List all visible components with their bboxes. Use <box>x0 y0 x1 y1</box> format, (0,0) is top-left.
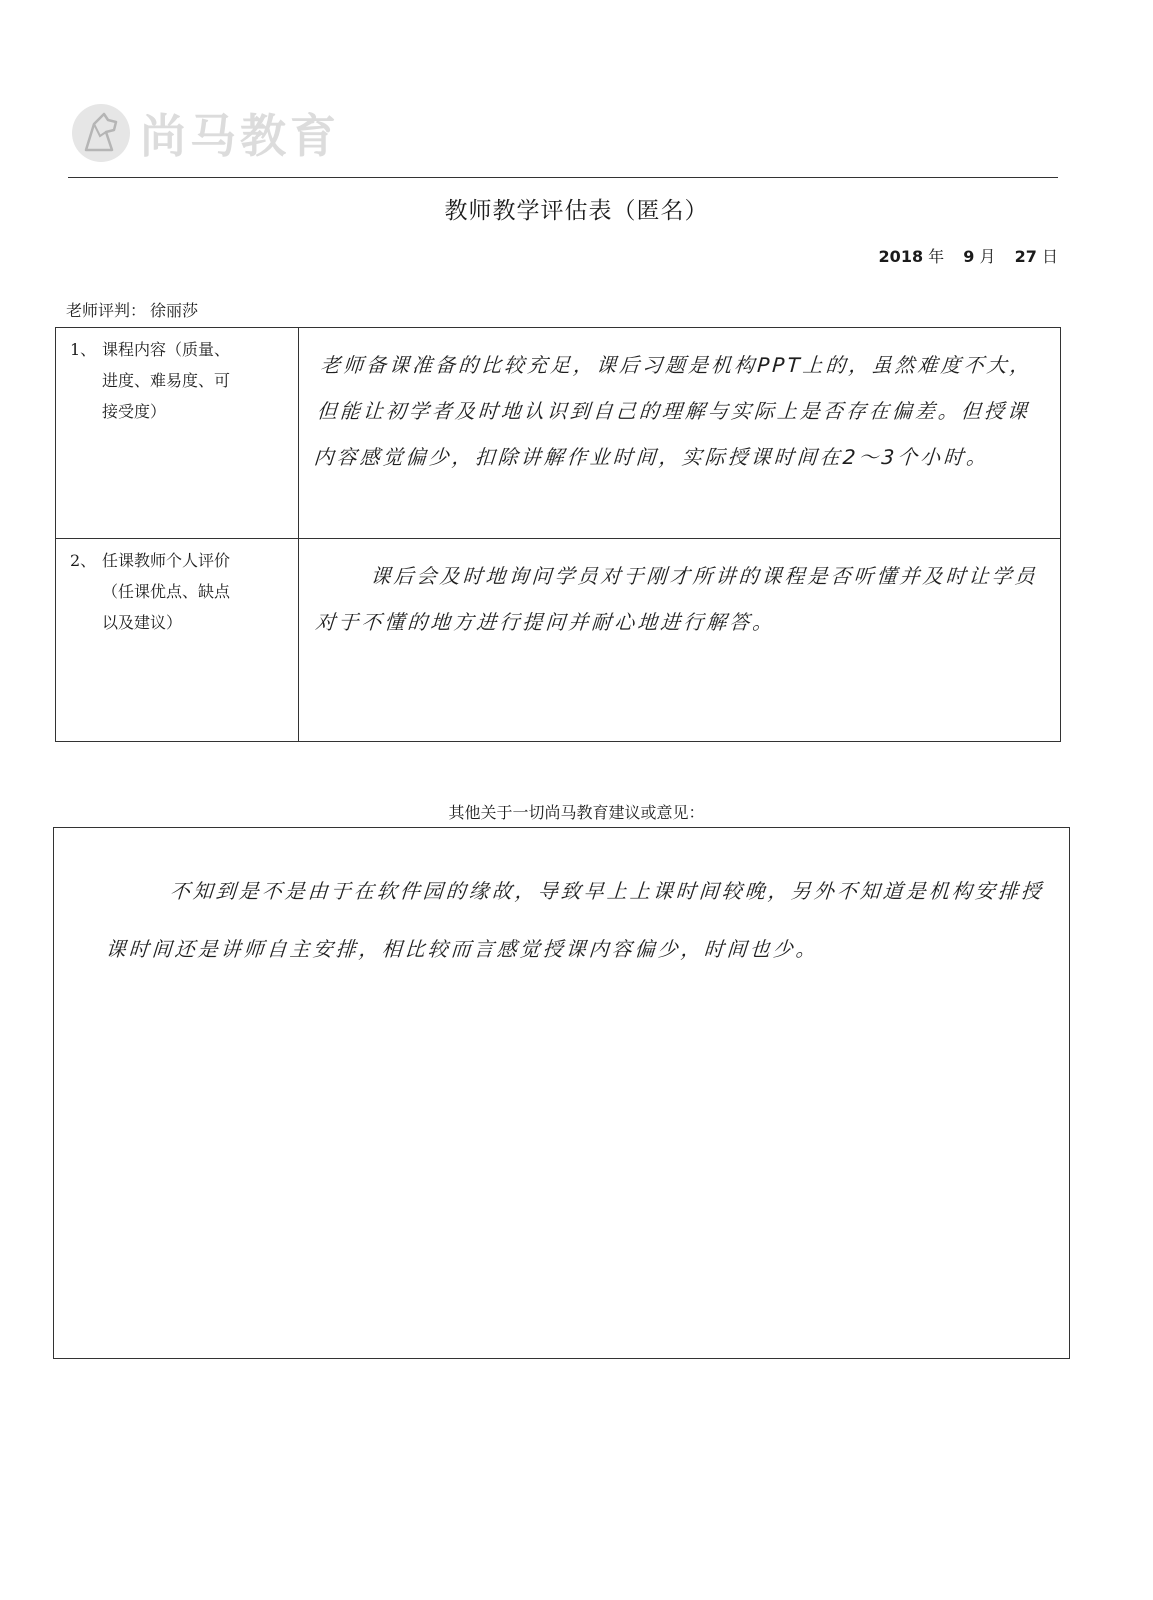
logo-text: 尚马教育 <box>140 109 340 163</box>
table-row <box>56 328 1061 539</box>
page-title: 教师教学评估表（匿名） <box>444 198 709 224</box>
date-month-unit: 月 <box>979 247 996 266</box>
teacher-label: 老师评判： <box>66 301 147 320</box>
horse-logo-icon <box>70 102 132 164</box>
teacher-evaluation-response-cell[interactable] <box>299 539 1061 742</box>
date-year-unit: 年 <box>928 247 945 266</box>
label-line: 接受度） <box>102 402 167 421</box>
table-row <box>56 539 1061 742</box>
label-line: 课程内容（质量、 <box>102 340 231 359</box>
date-month: 9 <box>963 247 975 266</box>
teacher-evaluation-label <box>56 539 299 742</box>
course-content-label <box>56 328 299 539</box>
company-logo <box>70 102 340 164</box>
course-content-response-cell[interactable] <box>299 328 1061 539</box>
row-index: 1、 <box>70 340 97 359</box>
label-line: 进度、难易度、可 <box>102 371 231 390</box>
teacher-line <box>66 298 198 321</box>
label-line: 以及建议） <box>102 613 183 632</box>
teacher-name: 徐丽莎 <box>150 301 199 320</box>
date-year: 2018 <box>878 247 924 266</box>
other-suggestions-response: 不知到是不是由于在软件园的缘故，导致早上上课时间较晚，另外不知道是机构安排授课时间还是讲师自主安排，相比较而言感觉授课内容偏少，时间也少。 <box>104 879 1045 961</box>
date-day: 27 <box>1014 247 1037 266</box>
header-divider <box>68 177 1058 178</box>
course-content-response: 老师备课准备的比较充足，课后习题是机构PPT上的，虽然难度不大，但能让初学者及时地认识到自己的理解与实际上是否存在偏差。但授课内容感觉偏少，扣除讲解作业时间，实际授课时间在2～3个小时。 <box>312 353 1034 469</box>
other-suggestions-box[interactable] <box>53 827 1070 1359</box>
label-line: （任课优点、缺点 <box>102 582 231 601</box>
evaluation-table <box>55 327 1061 742</box>
teacher-evaluation-response: 课后会及时地询问学员对于刚才所讲的课程是否听懂并及时让学员对于不懂的地方进行提问并耐心地进行解答。 <box>314 564 1039 634</box>
form-date <box>879 244 1058 267</box>
row-index: 2、 <box>70 551 97 570</box>
label-line: 任课教师个人评价 <box>102 551 231 570</box>
other-suggestions-heading: 其他关于一切尚马教育建议或意见： <box>448 803 705 822</box>
date-day-unit: 日 <box>1041 247 1058 266</box>
